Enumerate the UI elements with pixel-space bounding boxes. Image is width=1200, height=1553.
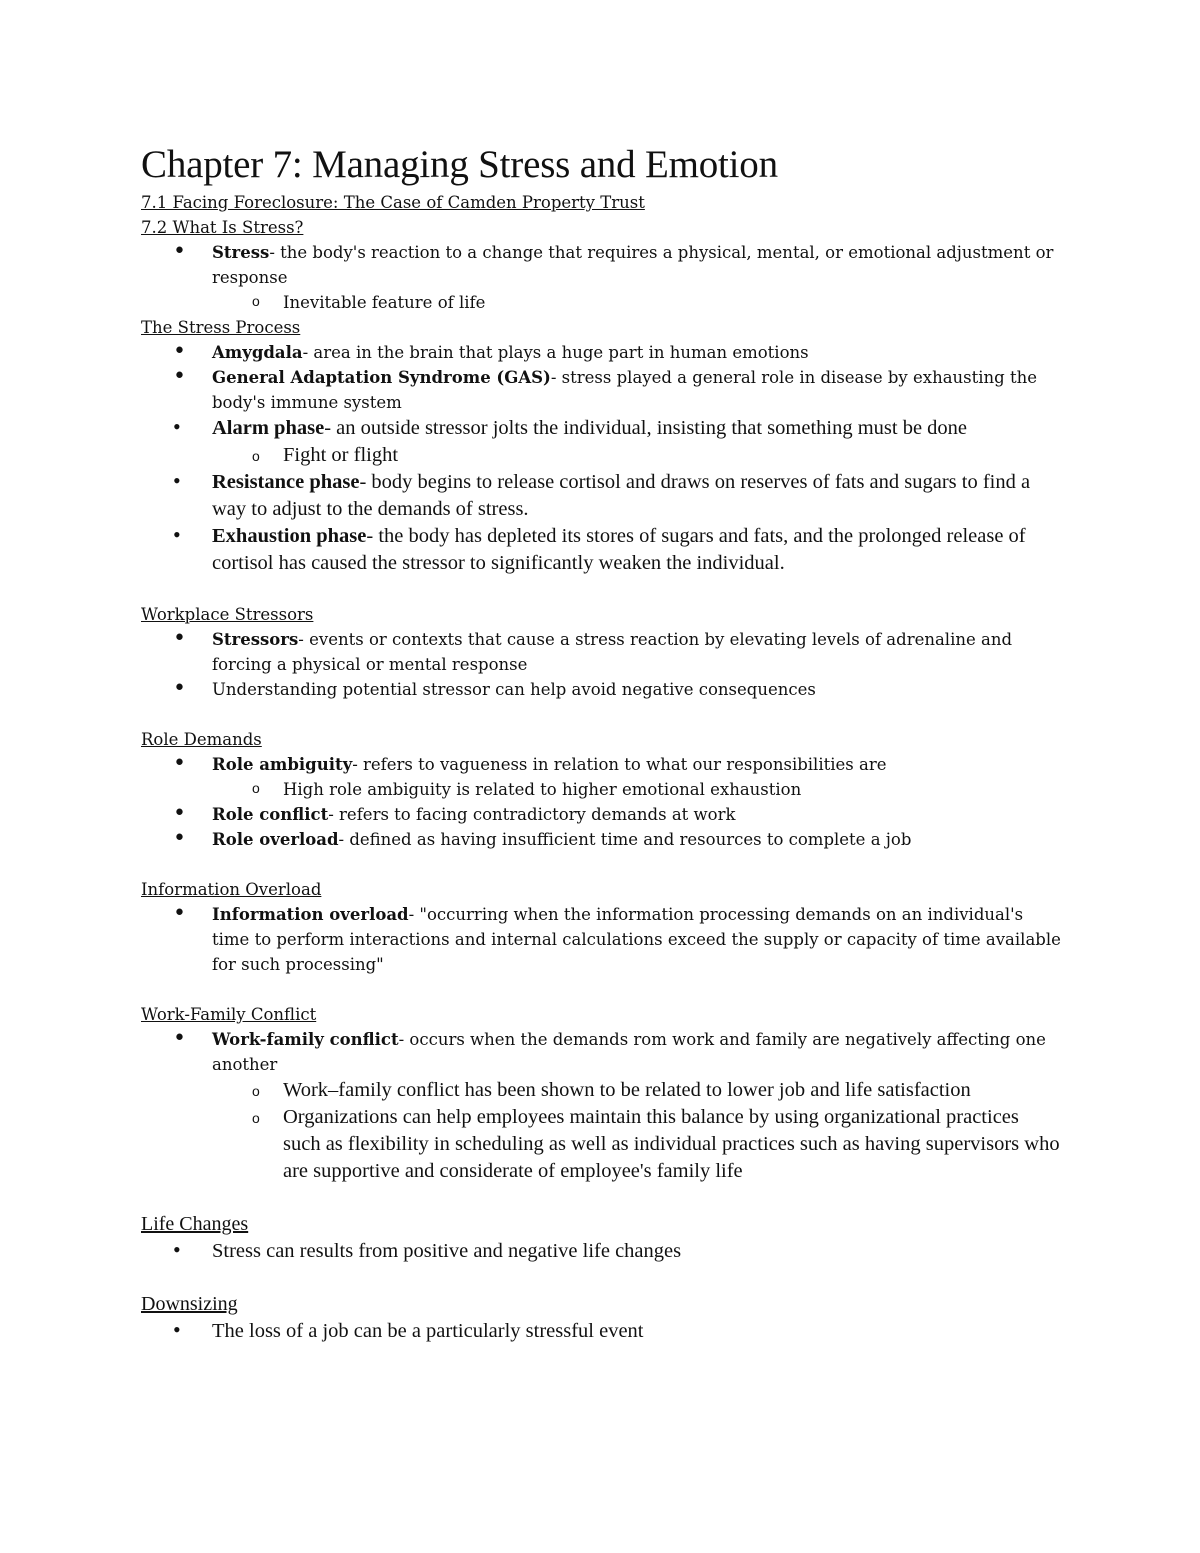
list-item (141, 240, 1061, 290)
term: Stressors (212, 630, 299, 649)
list-item (141, 523, 1061, 577)
stress-process-list (141, 340, 1061, 577)
term: General Adaptation Syndrome (GAS) (212, 368, 551, 387)
definition: - an outside stressor jolts the individual, insisting that something must be done (324, 417, 968, 439)
section-heading-workplace-stressors: Workplace Stressors (141, 605, 314, 624)
definition: - area in the brain that plays a huge part in human emotions (302, 343, 809, 362)
sub-list-item: o High role ambiguity is related to higher emotional exhaustion (141, 777, 1061, 802)
list-item (141, 469, 1061, 523)
term: Stress (212, 243, 270, 262)
definition: - events or contexts that cause a stress reaction by elevating levels of adrenaline and forcing a physical or mental response (212, 630, 1013, 674)
section-heading-information-overload: Information Overload (141, 880, 322, 899)
definition: - refers to facing contradictory demands at work (328, 805, 736, 824)
list-item (141, 902, 1061, 977)
section-link-7-2[interactable]: 7.2 What Is Stress? (141, 218, 304, 237)
role-list (141, 752, 1061, 852)
definition: - "occurring when the information processing demands on an individual's time to perform interactions and internal calculations exceed the supply or capacity of time available for such processing" (212, 905, 1061, 974)
list-item: • Understanding potential stressor can help avoid negative consequences (141, 677, 1061, 702)
sub-list-item: o Organizations can help employees maintain this balance by using organizational practices such as flexibility in scheduling as well as individual practices such as having supervisors who are supportive and considerate of employee's family life (141, 1104, 1061, 1185)
workplace-list (141, 627, 1061, 702)
list-item (141, 752, 1061, 777)
definition: - stress played a general role in disease by exhausting the body's immune system (212, 368, 1037, 412)
page-title: Chapter 7: Managing Stress and Emotion (141, 143, 778, 186)
section-heading-work-family-conflict: Work-Family Conflict (141, 1005, 317, 1024)
list-item (141, 827, 1061, 852)
term: Role overload (212, 830, 339, 849)
term: Role ambiguity (212, 755, 353, 774)
list-item (141, 802, 1061, 827)
term: Resistance phase (212, 471, 360, 493)
section-heading-life-changes: Life Changes (141, 1213, 249, 1235)
list-item: • The loss of a job can be a particularly stressful event (141, 1318, 1061, 1345)
life-list (141, 1238, 1061, 1265)
downsizing-list (141, 1318, 1061, 1345)
stress-list (141, 240, 1061, 315)
sub-list-item: o Work–family conflict has been shown to be related to lower job and life satisfaction (141, 1077, 1061, 1104)
sub-list-item: o Inevitable feature of life (141, 290, 1061, 315)
section-heading-downsizing: Downsizing (141, 1293, 238, 1315)
definition: - defined as having insufficient time and resources to complete a job (338, 830, 912, 849)
list-item (141, 1027, 1061, 1077)
term: Role conflict (212, 805, 329, 824)
term: Information overload (212, 905, 409, 924)
work-family-list (141, 1027, 1061, 1185)
list-item (141, 627, 1061, 677)
term: Exhaustion phase (212, 525, 367, 547)
info-list (141, 902, 1061, 977)
term: Work-family conflict (212, 1030, 399, 1049)
section-link-7-1[interactable]: 7.1 Facing Foreclosure: The Case of Camden Property Trust (141, 193, 645, 212)
definition: - refers to vagueness in relation to what our responsibilities are (352, 755, 887, 774)
term: Alarm phase (212, 417, 325, 439)
definition: - the body's reaction to a change that requires a physical, mental, or emotional adjustment or response (212, 243, 1054, 287)
section-heading-role-demands: Role Demands (141, 730, 262, 749)
list-item (141, 365, 1061, 415)
list-item (141, 415, 1061, 442)
definition: - body begins to release cortisol and draws on reserves of fats and sugars to find a way to adjust to the demands of stress. (212, 471, 1031, 520)
definition: - the body has depleted its stores of sugars and fats, and the prolonged release of cortisol has caused the stressor to significantly weaken the individual. (212, 525, 1026, 574)
document-page (141, 142, 1061, 1345)
list-item: • Stress can results from positive and negative life changes (141, 1238, 1061, 1265)
sub-list-item: o Fight or flight (141, 442, 1061, 469)
definition: - occurs when the demands rom work and family are negatively affecting one another (212, 1030, 1046, 1074)
term: Amygdala (212, 343, 303, 362)
list-item (141, 340, 1061, 365)
section-heading-stress-process: The Stress Process (141, 318, 301, 337)
